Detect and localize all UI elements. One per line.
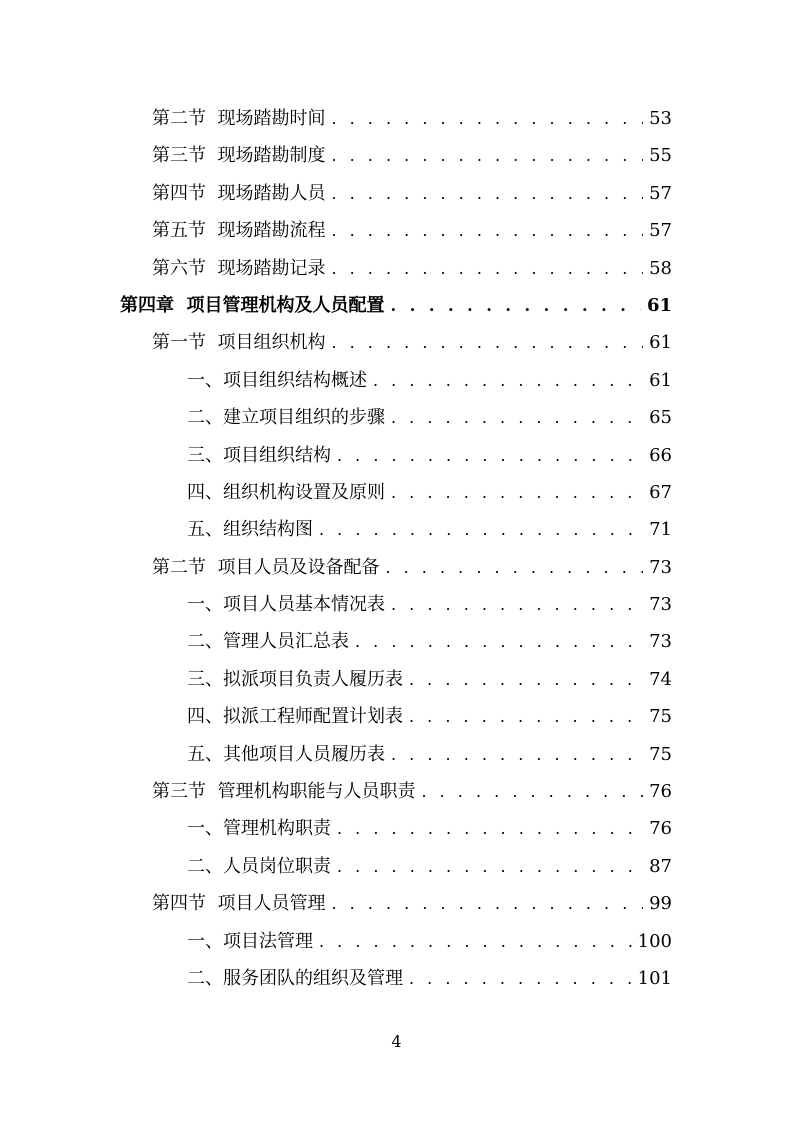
toc-dot-leader (331, 100, 643, 137)
toc-entry[interactable] (0, 437, 793, 474)
toc-entry[interactable] (0, 100, 793, 137)
toc-dot-leader (331, 212, 643, 249)
toc-entry-title: 四、拟派工程师配置计划表 (187, 706, 403, 728)
toc-entry-page: 67 (649, 481, 672, 503)
toc-entry[interactable] (0, 810, 793, 847)
toc-entry-title: 第二节 项目人员及设备配备 (152, 556, 380, 578)
toc-entry-title: 二、服务团队的组织及管理 (187, 967, 403, 989)
toc-entry-title: 二、管理人员汇总表 (187, 631, 349, 653)
toc-entry-page: 61 (649, 332, 672, 354)
toc-entry[interactable] (0, 175, 793, 212)
toc-entry-title: 第三节 现场踏勘制度 (152, 145, 326, 167)
toc-entry[interactable] (0, 960, 793, 997)
toc-entry[interactable] (0, 698, 793, 735)
toc-entry[interactable] (0, 623, 793, 660)
toc-entry-page: 57 (649, 182, 672, 204)
toc-dot-leader (319, 923, 632, 960)
toc-entry-title: 第二节 现场踏勘时间 (152, 108, 326, 129)
toc-entry-page: 74 (649, 668, 672, 690)
toc-entry-title: 一、项目组织结构概述 (187, 369, 367, 391)
toc-entry[interactable] (0, 137, 793, 174)
toc-entry-page: 65 (649, 407, 672, 429)
toc-dot-leader (385, 549, 643, 586)
toc-dot-leader (409, 698, 643, 735)
toc-entry-page: 99 (649, 893, 672, 915)
toc-entry[interactable] (0, 923, 793, 960)
toc-dot-leader (391, 474, 643, 511)
toc-entry-title: 第四章 项目管理机构及人员配置 (120, 294, 385, 316)
toc-entry[interactable] (0, 736, 793, 773)
toc-entry[interactable] (0, 885, 793, 922)
toc-dot-leader (337, 810, 643, 847)
toc-entry[interactable] (0, 250, 793, 287)
toc-entry[interactable] (0, 399, 793, 436)
toc-dot-leader (331, 885, 643, 922)
toc-entry-title: 三、项目组织结构 (187, 444, 331, 466)
toc-dot-leader (331, 250, 643, 287)
toc-entry[interactable] (0, 848, 793, 885)
toc-dot-leader (373, 362, 643, 399)
toc-entry-title: 第一节 项目组织机构 (152, 332, 326, 354)
toc-entry[interactable] (0, 474, 793, 511)
toc-entry[interactable] (0, 549, 793, 586)
toc-entry-title: 第四节 现场踏勘人员 (152, 182, 326, 204)
toc-entry-page: 75 (649, 706, 672, 728)
toc-entry-page: 76 (649, 781, 672, 803)
toc-entry-title: 第三节 管理机构职能与人员职责 (152, 781, 416, 803)
toc-dot-leader (337, 848, 643, 885)
toc-dot-leader (391, 287, 641, 324)
toc-dot-leader (409, 661, 643, 698)
toc-entry-title: 三、拟派项目负责人履历表 (187, 668, 403, 690)
toc-entry-page: 71 (649, 519, 672, 541)
toc-dot-leader (331, 324, 643, 361)
toc-entry[interactable] (0, 212, 793, 249)
table-of-contents (0, 100, 793, 997)
toc-entry-title: 第五节 现场踏勘流程 (152, 220, 326, 242)
toc-entry-page: 61 (646, 294, 672, 316)
toc-entry-page: 58 (649, 257, 672, 279)
toc-entry-page: 53 (649, 108, 672, 129)
toc-entry[interactable] (0, 511, 793, 548)
toc-entry-page: 73 (649, 631, 672, 653)
toc-entry-page: 101 (637, 967, 672, 989)
toc-dot-leader (337, 437, 643, 474)
toc-entry-title: 二、人员岗位职责 (187, 855, 331, 877)
toc-entry-page: 66 (649, 444, 672, 466)
toc-entry-page: 76 (649, 818, 672, 840)
toc-dot-leader (331, 137, 643, 174)
toc-dot-leader (319, 511, 643, 548)
toc-entry-title: 四、组织机构设置及原则 (187, 481, 385, 503)
toc-dot-leader (355, 623, 643, 660)
toc-entry-title: 一、项目人员基本情况表 (187, 594, 385, 616)
toc-entry[interactable] (0, 362, 793, 399)
toc-entry-page: 100 (637, 930, 672, 952)
toc-entry[interactable] (0, 661, 793, 698)
toc-dot-leader (391, 399, 643, 436)
toc-entry-title: 第四节 项目人员管理 (152, 893, 326, 915)
toc-dot-leader (331, 175, 643, 212)
page-number: 4 (391, 1032, 402, 1051)
toc-dot-leader (391, 736, 643, 773)
toc-entry[interactable] (0, 324, 793, 361)
toc-entry-page: 73 (649, 594, 672, 616)
toc-entry-page: 61 (649, 369, 672, 391)
toc-entry-title: 第六节 现场踏勘记录 (152, 257, 326, 279)
toc-dot-leader (391, 586, 643, 623)
toc-entry-page: 87 (649, 855, 672, 877)
toc-dot-leader (409, 960, 632, 997)
toc-entry-page: 57 (649, 220, 672, 242)
toc-entry-page: 75 (649, 743, 672, 765)
toc-entry[interactable] (0, 773, 793, 810)
toc-entry-title: 五、组织结构图 (187, 519, 313, 541)
toc-chapter-entry[interactable] (0, 287, 793, 324)
toc-dot-leader (421, 773, 643, 810)
toc-entry-title: 二、建立项目组织的步骤 (187, 407, 385, 429)
toc-entry-page: 73 (649, 556, 672, 578)
toc-entry-title: 五、其他项目人员履历表 (187, 743, 385, 765)
toc-entry-title: 一、项目法管理 (187, 930, 313, 952)
toc-entry-page: 55 (649, 145, 672, 167)
toc-entry-title: 一、管理机构职责 (187, 818, 331, 840)
toc-entry[interactable] (0, 586, 793, 623)
